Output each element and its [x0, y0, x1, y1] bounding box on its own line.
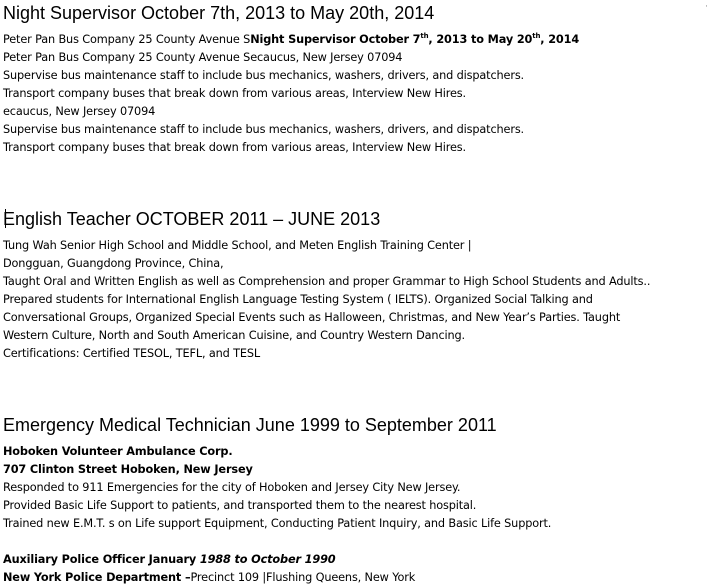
job3-org: Hoboken Volunteer Ambulance Corp. [3, 445, 233, 458]
job3-line: Responded to 911 Emergencies for the city of Hoboken and Jersey City New Jersey. [3, 481, 461, 494]
job2-line: Certifications: Certified TESOL, TEFL, and TESL [3, 347, 260, 360]
job2-line: Tung Wah Senior High School and Middle School, and Meten English Training Center | [3, 239, 472, 252]
job4-title-bold: Auxiliary Police Officer January [3, 553, 200, 566]
job1-line: Supervise bus maintenance staff to include bus mechanics, washers, drivers, and dispatchers. [3, 69, 524, 82]
job1-sup1: th [420, 32, 429, 40]
corner-mark: · [705, 2, 708, 12]
job2-line: Prepared students for International English Language Testing System ( IELTS). Organized Social Talking and [3, 293, 593, 306]
job4-title [3, 551, 336, 569]
job1-line: ecaucus, New Jersey 07094 [3, 105, 156, 118]
job1-line1-prefix: Peter Pan Bus Company 25 County Avenue S [3, 33, 251, 46]
job3-line: Trained new E.M.T. s on Life support Equipment, Conducting Patient Inquiry, and Basic Life Support. [3, 517, 552, 530]
job2-line: Western Culture, North and South American Cuisine, and Country Western Dancing. [3, 329, 465, 342]
job2-line: Dongguan, Guangdong Province, China, [3, 257, 224, 270]
job1-line1-bold-a: Night Supervisor October 7 [250, 33, 421, 46]
job2-heading: English Teacher OCTOBER 2011 – JUNE 2013 [3, 209, 381, 229]
job3-heading: Emergency Medical Technician June 1999 to September 2011 [3, 415, 497, 435]
job4-dept-bold: New York Police Department – [3, 571, 191, 584]
job1-line1-bold-b: , 2013 to May 20 [428, 33, 533, 46]
job1-line: Transport company buses that break down from various areas, Interview New Hires. [3, 141, 466, 154]
job4-title-italic: 1988 to October 1990 [199, 553, 336, 566]
job1-heading: Night Supervisor October 7th, 2013 to May 20th, 2014 [3, 3, 435, 23]
job1-line1-bold-c: , 2014 [540, 33, 580, 46]
job3-address: 707 Clinton Street Hoboken, New Jersey [3, 463, 253, 476]
job2-line: Taught Oral and Written English as well as Comprehension and proper Grammar to High School Students and Adults.. [3, 275, 651, 288]
job1-mixed-line [3, 31, 579, 49]
job4-dept-rest: Precinct 109 |Flushing Queens, New York [190, 571, 416, 584]
job1-line: Peter Pan Bus Company 25 County Avenue Secaucus, New Jersey 07094 [3, 51, 403, 64]
job1-line: Supervise bus maintenance staff to include bus mechanics, washers, drivers, and dispatchers. [3, 123, 524, 136]
job2-line: Conversational Groups, Organized Special Events such as Halloween, Christmas, and New Year’s Parties. Taught [3, 311, 621, 324]
job3-line: Provided Basic Life Support to patients, and transported them to the nearest hospital. [3, 499, 477, 512]
job1-sup2: th [532, 32, 541, 40]
job4-dept [3, 569, 415, 587]
job1-line: Transport company buses that break down from various areas, Interview New Hires. [3, 87, 466, 100]
